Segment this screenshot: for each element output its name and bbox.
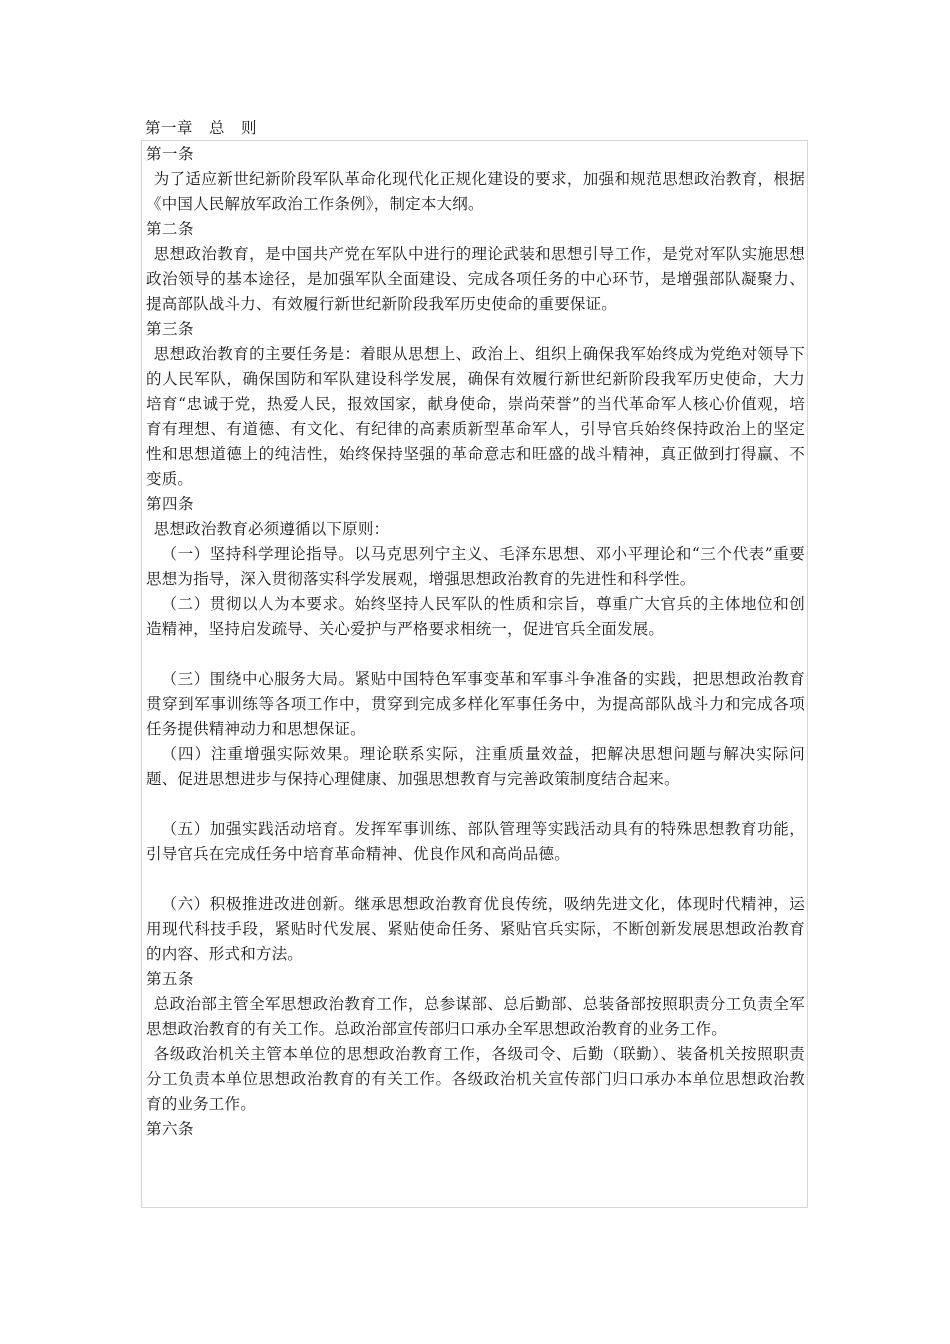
article-heading: 第五条 [146, 970, 195, 988]
principle-item: （六）积极推进改进创新。继承思想政治教育优良传统，吸纳先进文化，体现时代精神，运用现代科技手段，紧贴时代发展、紧贴使命任务、紧贴官兵实际，不断创新发展思想政治教育的内容、形式和方法。 [146, 895, 805, 963]
article-paragraph: 思想政治教育，是中国共产党在军队中进行的理论武装和思想引导工作，是党对军队实施思想政治领导的基本途径，是加强军队全面建设、完成各项任务的中心环节，是增强部队凝聚力、提高部队战斗力、有效履行新世纪新阶段我军历史使命的重要保证。 [146, 245, 805, 313]
article-intro: 思想政治教育必须遵循以下原则： [153, 520, 390, 538]
article-heading: 第一条 [146, 145, 195, 163]
article-heading: 第三条 [146, 320, 195, 338]
article-heading: 第二条 [146, 220, 195, 238]
article-paragraph: 思想政治教育的主要任务是：着眼从思想上、政治上、组织上确保我军始终成为党绝对领导下的人民军队，确保国防和军队建设科学发展，确保有效履行新世纪新阶段我军历史使命，大力培育“忠诚于党，热爱人民，报效国家，献身使命，崇尚荣誉”的当代革命军人核心价值观，培育有理想、有道德、有文化、有纪律的高素质新型革命军人，引导官兵始终保持政治上的坚定性和思想道德上的纯洁性，始终保持坚强的革命意志和旺盛的战斗精神，真正做到打得赢、不变质。 [146, 345, 805, 488]
article-heading: 第六条 [146, 1120, 195, 1138]
article-paragraph: 为了适应新世纪新阶段军队革命化现代化正规化建设的要求，加强和规范思想政治教育，根据《中国人民解放军政治工作条例》，制定本大纲。 [146, 170, 805, 213]
principle-item: （三）围绕中心服务大局。紧贴中国特色军事变革和军事斗争准备的实践，把思想政治教育贯穿到军事训练等各项工作中，贯穿到完成多样化军事任务中，为提高部队战斗力和完成各项任务提供精神动力和思想保证。 [146, 670, 805, 738]
principle-item: （二）贯彻以人为本要求。始终坚持人民军队的性质和宗旨，尊重广大官兵的主体地位和创造精神，坚持启发疏导、关心爱护与严格要求相统一，促进官兵全面发展。 [146, 595, 805, 638]
chapter-title: 第一章 总 则 [145, 119, 258, 137]
article-paragraph: 各级政治机关主管本单位的思想政治教育工作，各级司令、后勤（联勤）、装备机关按照职责分工负责本单位思想政治教育的有关工作。各级政治机关宣传部门归口承办本单位思想政治教育的业务工作。 [146, 1045, 805, 1113]
principle-item: （四）注重增强实际效果。理论联系实际，注重质量效益，把解决思想问题与解决实际问题、促进思想进步与保持心理健康、加强思想教育与完善政策制度结合起来。 [146, 745, 805, 788]
article-heading: 第四条 [146, 495, 195, 513]
article-content [141, 140, 808, 1208]
article-paragraph: 总政治部主管全军思想政治教育工作，总参谋部、总后勤部、总装备部按照职责分工负责全军思想政治教育的有关工作。总政治部宣传部归口承办全军思想政治教育的业务工作。 [146, 995, 805, 1038]
principle-item: （五）加强实践活动培育。发挥军事训练、部队管理等实践活动具有的特殊思想教育功能，引导官兵在完成任务中培育革命精神、优良作风和高尚品德。 [146, 820, 805, 863]
principle-item: （一）坚持科学理论指导。以马克思列宁主义、毛泽东思想、邓小平理论和“三个代表”重要思想为指导，深入贯彻落实科学发展观，增强思想政治教育的先进性和科学性。 [146, 545, 805, 588]
